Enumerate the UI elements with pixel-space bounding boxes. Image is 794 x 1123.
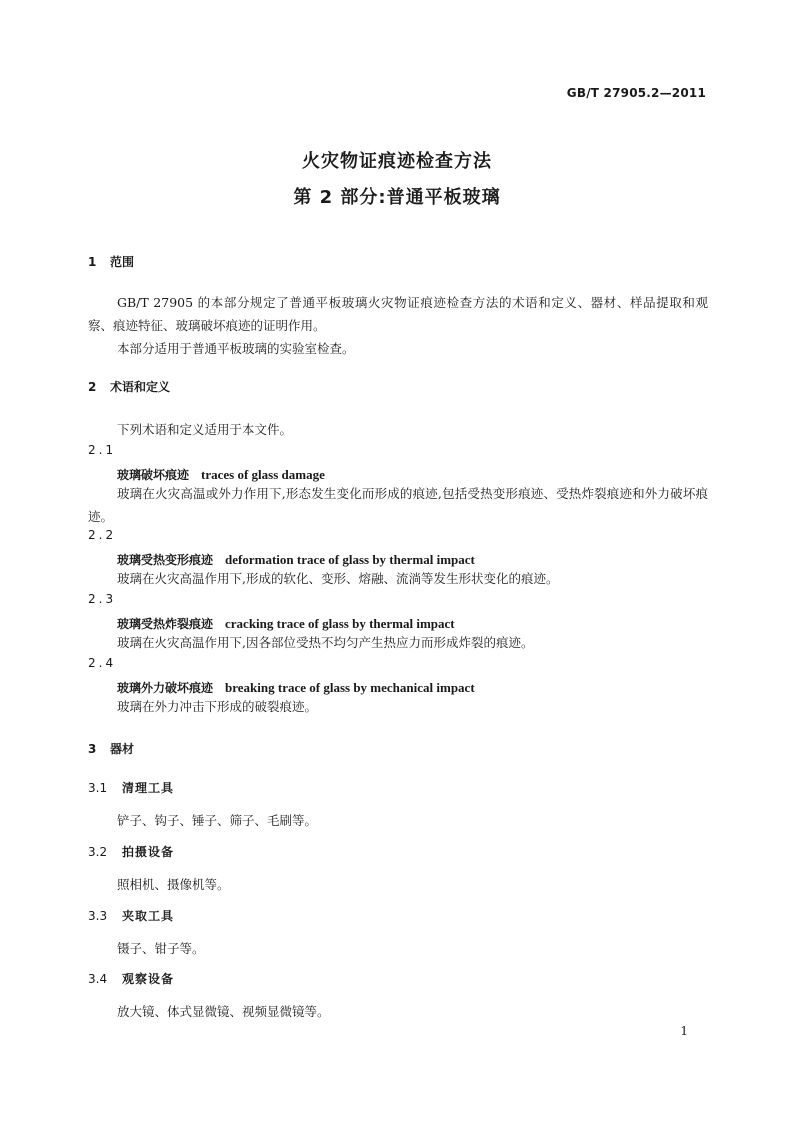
term-english: breaking trace of glass by mechanical impact — [225, 680, 475, 695]
document-subtitle: 第 2 部分:普通平板玻璃 — [293, 187, 501, 208]
scope-paragraph-1: GB/T 27905 的本部分规定了普通平板玻璃火灾物证痕迹检查方法的术语和定义、器材、样品提取和观察、痕迹特征、玻璃破坏痕迹的证明作用。 — [88, 295, 708, 333]
scope-paragraph-2: 本部分适用于普通平板玻璃的实验室检查。 — [117, 341, 355, 356]
subsection-title: 夹取工具 — [122, 909, 175, 923]
term-chinese: 玻璃外力破坏痕迹 — [117, 681, 214, 695]
term-entry — [117, 613, 455, 632]
section-title: 术语和定义 — [110, 380, 171, 394]
subsection-heading — [88, 907, 174, 924]
subsection-number: 3.1 — [88, 781, 108, 795]
standard-number: GB/T 27905.2—2011 — [566, 86, 706, 100]
section-title: 范围 — [110, 255, 135, 269]
term-chinese: 玻璃破坏痕迹 — [117, 468, 190, 482]
subsection-number: 3.4 — [88, 972, 108, 986]
page-number: 1 — [680, 1024, 688, 1038]
term-english: deformation trace of glass by thermal impact — [225, 552, 475, 567]
subsection-heading — [88, 970, 174, 987]
term-chinese: 玻璃受热变形痕迹 — [117, 553, 214, 567]
term-chinese: 玻璃受热炸裂痕迹 — [117, 617, 214, 631]
subsection-title: 拍摄设备 — [122, 845, 175, 859]
subsection-text: 镊子、钳子等。 — [117, 941, 205, 956]
term-definition: 玻璃在外力冲击下形成的破裂痕迹。 — [117, 699, 318, 714]
term-definition: 玻璃在火灾高温或外力作用下,形态发生变化而形成的痕迹,包括受热变形痕迹、受热炸裂痕迹和外力破坏痕迹。 — [88, 486, 708, 524]
term-number: 2.1 — [88, 443, 117, 457]
term-number: 2.2 — [88, 528, 117, 542]
term-definition: 玻璃在火灾高温作用下,因各部位受热不均匀产生热应力而形成炸裂的痕迹。 — [117, 635, 534, 650]
section-number: 2 — [88, 380, 97, 394]
section-title: 器材 — [110, 742, 135, 756]
subsection-heading — [88, 779, 174, 796]
document-title: 火灾物证痕迹检查方法 — [302, 151, 492, 172]
subsection-text: 放大镜、体式显微镜、视频显微镜等。 — [117, 1004, 330, 1019]
subsection-title: 观察设备 — [122, 972, 175, 986]
term-entry — [117, 677, 475, 696]
terms-intro: 下列术语和定义适用于本文件。 — [117, 422, 293, 437]
section-number: 3 — [88, 742, 97, 756]
term-english: traces of glass damage — [201, 467, 325, 482]
section-1-heading — [88, 253, 134, 270]
term-definition: 玻璃在火灾高温作用下,形成的软化、变形、熔融、流淌等发生形状变化的痕迹。 — [117, 571, 559, 586]
section-2-heading — [88, 378, 170, 395]
term-number: 2.4 — [88, 656, 117, 670]
subsection-number: 3.3 — [88, 909, 108, 923]
term-english: cracking trace of glass by thermal impact — [225, 616, 455, 631]
subsection-text: 照相机、摄像机等。 — [117, 877, 230, 892]
term-number: 2.3 — [88, 592, 117, 606]
term-entry — [117, 549, 475, 568]
section-3-heading — [88, 740, 134, 757]
subsection-title: 清理工具 — [122, 781, 175, 795]
term-entry — [117, 464, 325, 483]
subsection-heading — [88, 843, 174, 860]
subsection-text: 铲子、钩子、锤子、筛子、毛刷等。 — [117, 813, 318, 828]
subsection-number: 3.2 — [88, 845, 108, 859]
section-number: 1 — [88, 255, 97, 269]
